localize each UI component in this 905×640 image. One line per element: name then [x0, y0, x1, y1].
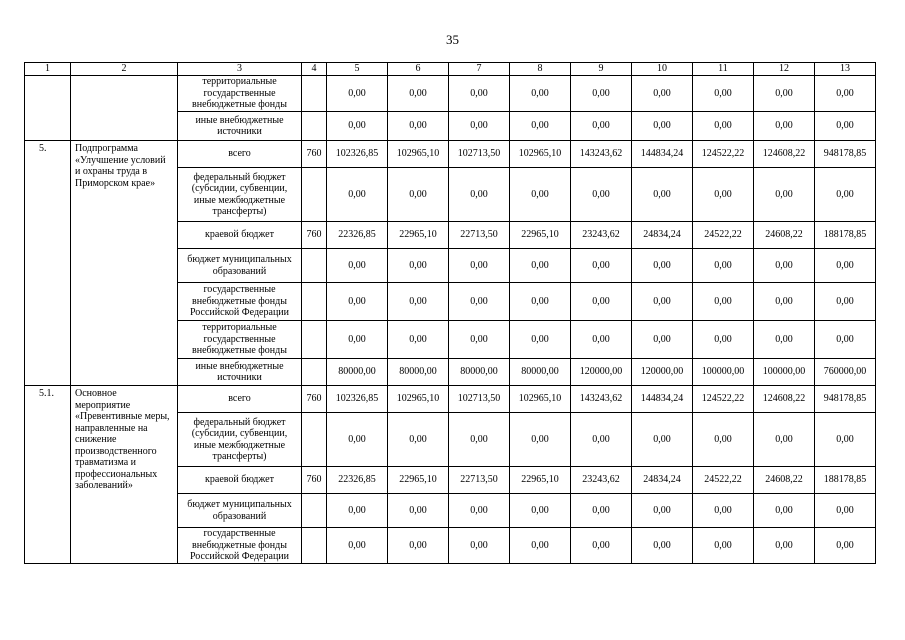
amount-cell: 102713,50 — [449, 141, 510, 168]
amount-cell: 0,00 — [388, 76, 449, 112]
amount-cell: 22713,50 — [449, 467, 510, 494]
amount-cell: 124522,22 — [693, 141, 754, 168]
budget-code — [302, 494, 327, 528]
amount-cell: 80000,00 — [327, 359, 388, 386]
amount-cell: 0,00 — [693, 528, 754, 564]
amount-cell: 0,00 — [815, 494, 876, 528]
amount-cell: 0,00 — [815, 283, 876, 321]
amount-cell: 0,00 — [815, 76, 876, 112]
amount-cell: 0,00 — [754, 321, 815, 359]
amount-cell: 0,00 — [693, 249, 754, 283]
budget-code — [302, 249, 327, 283]
column-header: 8 — [510, 63, 571, 76]
amount-cell: 0,00 — [327, 249, 388, 283]
budget-table — [24, 62, 876, 564]
amount-cell: 188178,85 — [815, 467, 876, 494]
amount-cell: 0,00 — [815, 528, 876, 564]
funding-source: всего — [178, 141, 302, 168]
column-header: 12 — [754, 63, 815, 76]
amount-cell: 0,00 — [632, 76, 693, 112]
budget-code: 760 — [302, 467, 327, 494]
amount-cell: 102965,10 — [510, 386, 571, 413]
column-header: 5 — [327, 63, 388, 76]
amount-cell: 0,00 — [571, 168, 632, 222]
budget-code — [302, 359, 327, 386]
amount-cell: 0,00 — [693, 413, 754, 467]
amount-cell: 102326,85 — [327, 141, 388, 168]
amount-cell: 0,00 — [449, 283, 510, 321]
amount-cell: 0,00 — [388, 321, 449, 359]
amount-cell: 0,00 — [571, 283, 632, 321]
amount-cell: 0,00 — [449, 413, 510, 467]
amount-cell: 0,00 — [571, 321, 632, 359]
budget-code: 760 — [302, 386, 327, 413]
column-header: 10 — [632, 63, 693, 76]
amount-cell: 124608,22 — [754, 141, 815, 168]
amount-cell: 80000,00 — [449, 359, 510, 386]
column-header: 11 — [693, 63, 754, 76]
amount-cell: 0,00 — [510, 494, 571, 528]
amount-cell: 0,00 — [571, 112, 632, 141]
amount-cell: 24522,22 — [693, 467, 754, 494]
amount-cell: 0,00 — [388, 112, 449, 141]
funding-source: государственные внебюджетные фонды Российской Федерации — [178, 283, 302, 321]
amount-cell: 0,00 — [571, 528, 632, 564]
amount-cell: 0,00 — [449, 528, 510, 564]
funding-source: иные внебюджетные источники — [178, 359, 302, 386]
amount-cell: 0,00 — [754, 76, 815, 112]
amount-cell: 0,00 — [327, 168, 388, 222]
amount-cell: 0,00 — [571, 413, 632, 467]
amount-cell: 0,00 — [510, 249, 571, 283]
funding-source: краевой бюджет — [178, 467, 302, 494]
amount-cell: 0,00 — [693, 321, 754, 359]
amount-cell: 102965,10 — [388, 386, 449, 413]
amount-cell: 0,00 — [327, 112, 388, 141]
funding-source: федеральный бюджет (субсидии, субвенции, иные межбюджетные трансферты) — [178, 168, 302, 222]
funding-source: федеральный бюджет (субсидии, субвенции, иные межбюджетные трансферты) — [178, 413, 302, 467]
amount-cell: 0,00 — [327, 494, 388, 528]
budget-code — [302, 528, 327, 564]
item-name: Подпрограмма «Улучшение условий и охраны труда в Приморском крае» — [71, 141, 178, 386]
amount-cell: 144834,24 — [632, 141, 693, 168]
funding-source: всего — [178, 386, 302, 413]
amount-cell: 0,00 — [754, 283, 815, 321]
column-header: 6 — [388, 63, 449, 76]
amount-cell: 0,00 — [388, 413, 449, 467]
amount-cell: 0,00 — [632, 112, 693, 141]
amount-cell: 0,00 — [754, 112, 815, 141]
table-row — [25, 141, 876, 168]
amount-cell: 0,00 — [815, 112, 876, 141]
amount-cell: 143243,62 — [571, 386, 632, 413]
item-number — [25, 76, 71, 141]
amount-cell: 0,00 — [327, 413, 388, 467]
amount-cell: 0,00 — [510, 413, 571, 467]
amount-cell: 23243,62 — [571, 222, 632, 249]
amount-cell: 0,00 — [693, 112, 754, 141]
funding-source: территориальные государственные внебюджетные фонды — [178, 321, 302, 359]
amount-cell: 0,00 — [571, 76, 632, 112]
amount-cell: 0,00 — [632, 494, 693, 528]
amount-cell: 0,00 — [449, 76, 510, 112]
amount-cell: 0,00 — [327, 76, 388, 112]
amount-cell: 100000,00 — [693, 359, 754, 386]
column-header: 1 — [25, 63, 71, 76]
amount-cell: 0,00 — [510, 321, 571, 359]
amount-cell: 22965,10 — [388, 222, 449, 249]
item-name: Основное мероприятие «Превентивные меры, направленные на снижение производственного травматизма и профессиональных заболеваний» — [71, 386, 178, 564]
amount-cell: 0,00 — [693, 168, 754, 222]
amount-cell: 24834,24 — [632, 467, 693, 494]
amount-cell: 22326,85 — [327, 222, 388, 249]
amount-cell: 102713,50 — [449, 386, 510, 413]
item-number: 5. — [25, 141, 71, 386]
page-number: 35 — [446, 32, 459, 47]
amount-cell: 24834,24 — [632, 222, 693, 249]
amount-cell: 22326,85 — [327, 467, 388, 494]
amount-cell: 0,00 — [510, 168, 571, 222]
amount-cell: 0,00 — [327, 528, 388, 564]
amount-cell: 0,00 — [632, 283, 693, 321]
amount-cell: 0,00 — [754, 249, 815, 283]
amount-cell: 0,00 — [388, 494, 449, 528]
amount-cell: 144834,24 — [632, 386, 693, 413]
amount-cell: 24522,22 — [693, 222, 754, 249]
amount-cell: 22965,10 — [510, 222, 571, 249]
amount-cell: 948178,85 — [815, 386, 876, 413]
amount-cell: 0,00 — [754, 413, 815, 467]
amount-cell: 0,00 — [327, 321, 388, 359]
column-header: 2 — [71, 63, 178, 76]
amount-cell: 0,00 — [815, 249, 876, 283]
amount-cell: 120000,00 — [632, 359, 693, 386]
amount-cell: 0,00 — [632, 321, 693, 359]
amount-cell: 0,00 — [388, 249, 449, 283]
budget-code — [302, 283, 327, 321]
amount-cell: 22965,10 — [388, 467, 449, 494]
amount-cell: 948178,85 — [815, 141, 876, 168]
amount-cell: 188178,85 — [815, 222, 876, 249]
amount-cell: 80000,00 — [388, 359, 449, 386]
amount-cell: 0,00 — [632, 528, 693, 564]
amount-cell: 120000,00 — [571, 359, 632, 386]
amount-cell: 0,00 — [815, 321, 876, 359]
amount-cell: 0,00 — [632, 168, 693, 222]
funding-source: государственные внебюджетные фонды Российской Федерации — [178, 528, 302, 564]
amount-cell: 0,00 — [510, 528, 571, 564]
amount-cell: 0,00 — [754, 528, 815, 564]
amount-cell: 0,00 — [327, 283, 388, 321]
budget-code — [302, 413, 327, 467]
funding-source: бюджет муниципальных образований — [178, 494, 302, 528]
table-row — [25, 76, 876, 112]
table-row — [25, 386, 876, 413]
amount-cell: 0,00 — [449, 321, 510, 359]
amount-cell: 0,00 — [632, 249, 693, 283]
budget-code — [302, 112, 327, 141]
column-header: 3 — [178, 63, 302, 76]
column-header: 13 — [815, 63, 876, 76]
amount-cell: 0,00 — [510, 112, 571, 141]
funding-source: бюджет муниципальных образований — [178, 249, 302, 283]
item-number: 5.1. — [25, 386, 71, 564]
amount-cell: 100000,00 — [754, 359, 815, 386]
amount-cell: 0,00 — [632, 413, 693, 467]
column-header: 4 — [302, 63, 327, 76]
amount-cell: 0,00 — [815, 168, 876, 222]
amount-cell: 102965,10 — [510, 141, 571, 168]
amount-cell: 0,00 — [510, 76, 571, 112]
amount-cell: 24608,22 — [754, 467, 815, 494]
column-header: 7 — [449, 63, 510, 76]
amount-cell: 102326,85 — [327, 386, 388, 413]
amount-cell: 0,00 — [754, 494, 815, 528]
amount-cell: 0,00 — [388, 168, 449, 222]
budget-code: 760 — [302, 141, 327, 168]
amount-cell: 0,00 — [754, 168, 815, 222]
amount-cell: 0,00 — [693, 76, 754, 112]
budget-code — [302, 76, 327, 112]
amount-cell: 124522,22 — [693, 386, 754, 413]
amount-cell: 0,00 — [388, 283, 449, 321]
funding-source: иные внебюджетные источники — [178, 112, 302, 141]
amount-cell: 0,00 — [449, 112, 510, 141]
amount-cell: 102965,10 — [388, 141, 449, 168]
budget-code: 760 — [302, 222, 327, 249]
amount-cell: 22965,10 — [510, 467, 571, 494]
amount-cell: 0,00 — [449, 249, 510, 283]
amount-cell: 0,00 — [571, 494, 632, 528]
amount-cell: 0,00 — [571, 249, 632, 283]
amount-cell: 23243,62 — [571, 467, 632, 494]
amount-cell: 24608,22 — [754, 222, 815, 249]
amount-cell: 0,00 — [388, 528, 449, 564]
amount-cell: 0,00 — [449, 168, 510, 222]
amount-cell: 80000,00 — [510, 359, 571, 386]
amount-cell: 0,00 — [449, 494, 510, 528]
funding-source: краевой бюджет — [178, 222, 302, 249]
budget-code — [302, 321, 327, 359]
amount-cell: 0,00 — [815, 413, 876, 467]
header-row — [25, 63, 876, 76]
amount-cell: 124608,22 — [754, 386, 815, 413]
amount-cell: 0,00 — [510, 283, 571, 321]
item-name — [71, 76, 178, 141]
amount-cell: 143243,62 — [571, 141, 632, 168]
funding-source: территориальные государственные внебюджетные фонды — [178, 76, 302, 112]
amount-cell: 760000,00 — [815, 359, 876, 386]
amount-cell: 22713,50 — [449, 222, 510, 249]
column-header: 9 — [571, 63, 632, 76]
budget-code — [302, 168, 327, 222]
amount-cell: 0,00 — [693, 494, 754, 528]
amount-cell: 0,00 — [693, 283, 754, 321]
